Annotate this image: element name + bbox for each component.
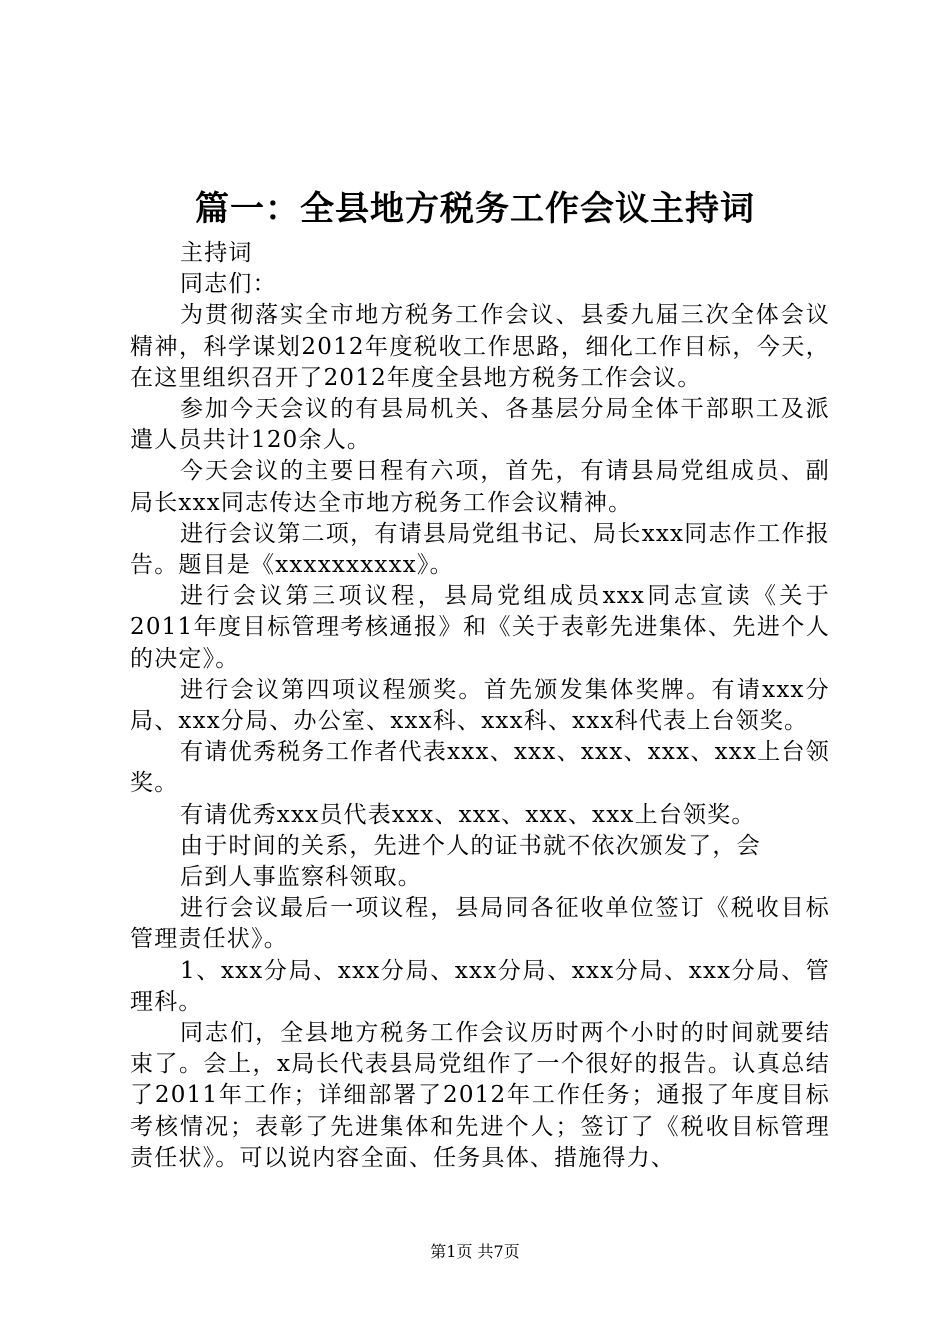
document-body [130, 238, 830, 1174]
paragraph: 进行会议第二项，有请县局党组书记、局长xxx同志作工作报告。题目是《xxxxxxxxxx》。 [130, 520, 830, 579]
page-footer: 第1页 共7页 [430, 1242, 520, 1261]
paragraph: 为贯彻落实全市地方税务工作会议、县委九届三次全体会议精神，科学谋划2012年度税收工作思路，细化工作目标，今天，在这里组织召开了2012年度全县地方税务工作会议。 [130, 302, 830, 391]
paragraph: 今天会议的主要日程有六项，首先，有请县局党组成员、副局长xxx同志传达全市地方税务工作会议精神。 [130, 458, 830, 516]
paragraph: 主持词 [180, 240, 253, 266]
paragraph: 进行会议第四项议程颁奖。首先颁发集体奖牌。有请xxx分局、xxx分局、办公室、xxx科、xxx科、xxx科代表上台领奖。 [130, 676, 830, 735]
paragraph: 进行会议最后一项议程，县局同各征收单位签订《税收目标管理责任状》。 [130, 895, 830, 953]
paragraph: 同志们： [180, 271, 277, 298]
paragraph: 1、xxx分局、xxx分局、xxx分局、xxx分局、xxx分局、管理科。 [130, 957, 830, 1015]
paragraph: 进行会议第三项议程，县局党组成员xxx同志宣读《关于2011年度目标管理考核通报》和《关于表彰先进集体、先进个人的决定》。 [130, 583, 830, 672]
paragraph: 有请优秀xxx员代表xxx、xxx、xxx、xxx上台领奖。 [180, 801, 756, 828]
paragraph: 参加今天会议的有县局机关、各基层分局全体干部职工及派遣人员共计120余人。 [130, 396, 830, 454]
document-title: 篇一：全县地方税务工作会议主持词 [195, 189, 755, 229]
paragraph: 有请优秀税务工作者代表xxx、xxx、xxx、xxx、xxx上台领奖。 [130, 739, 830, 797]
paragraph: 同志们，全县地方税务工作会议历时两个小时的时间就要结束了。会上，x局长代表县局党组作了一个很好的报告。认真总结了2011年工作；详细部署了2012年工作任务；通报了年度目标考核情况；表彰了先进集体和先进个人；签订了《税收目标管理责任状》。可以说内容全面、任务具体、措施得力、 [130, 1020, 830, 1171]
paragraph: 由于时间的关系，先进个人的证书就不依次颁发了，会 [180, 832, 761, 859]
paragraph: 后到人事监察科领取。 [180, 864, 422, 891]
